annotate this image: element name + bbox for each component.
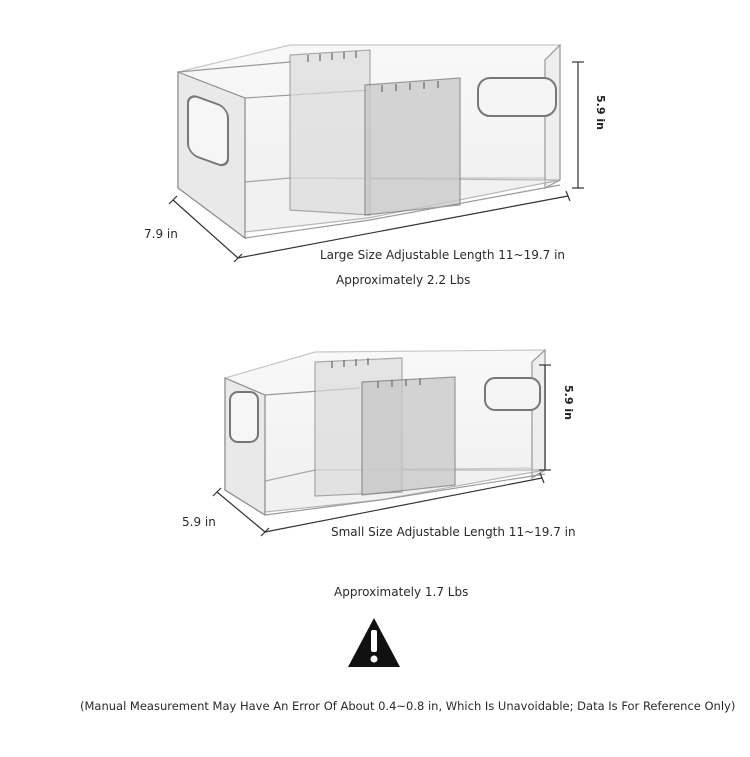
measurement-disclaimer: (Manual Measurement May Have An Error Of About 0.4~0.8 in, Which Is Unavoidable; Data Is For Reference Only): [80, 699, 736, 713]
small-length-label: Small Size Adjustable Length 11~19.7 in: [331, 525, 576, 539]
small-height-label: 5.9 in: [562, 385, 575, 420]
large-depth-label: 7.9 in: [144, 227, 178, 241]
small-weight-label: Approximately 1.7 Lbs: [334, 585, 469, 599]
small-bin-image: [225, 350, 545, 515]
small-depth-label: 5.9 in: [182, 515, 216, 529]
large-bin-image: [178, 45, 560, 238]
large-weight-label: Approximately 2.2 Lbs: [336, 273, 471, 287]
large-height-label: 5.9 in: [594, 95, 607, 130]
large-length-label: Large Size Adjustable Length 11~19.7 in: [320, 248, 566, 262]
warning-triangle-icon: [348, 618, 400, 667]
